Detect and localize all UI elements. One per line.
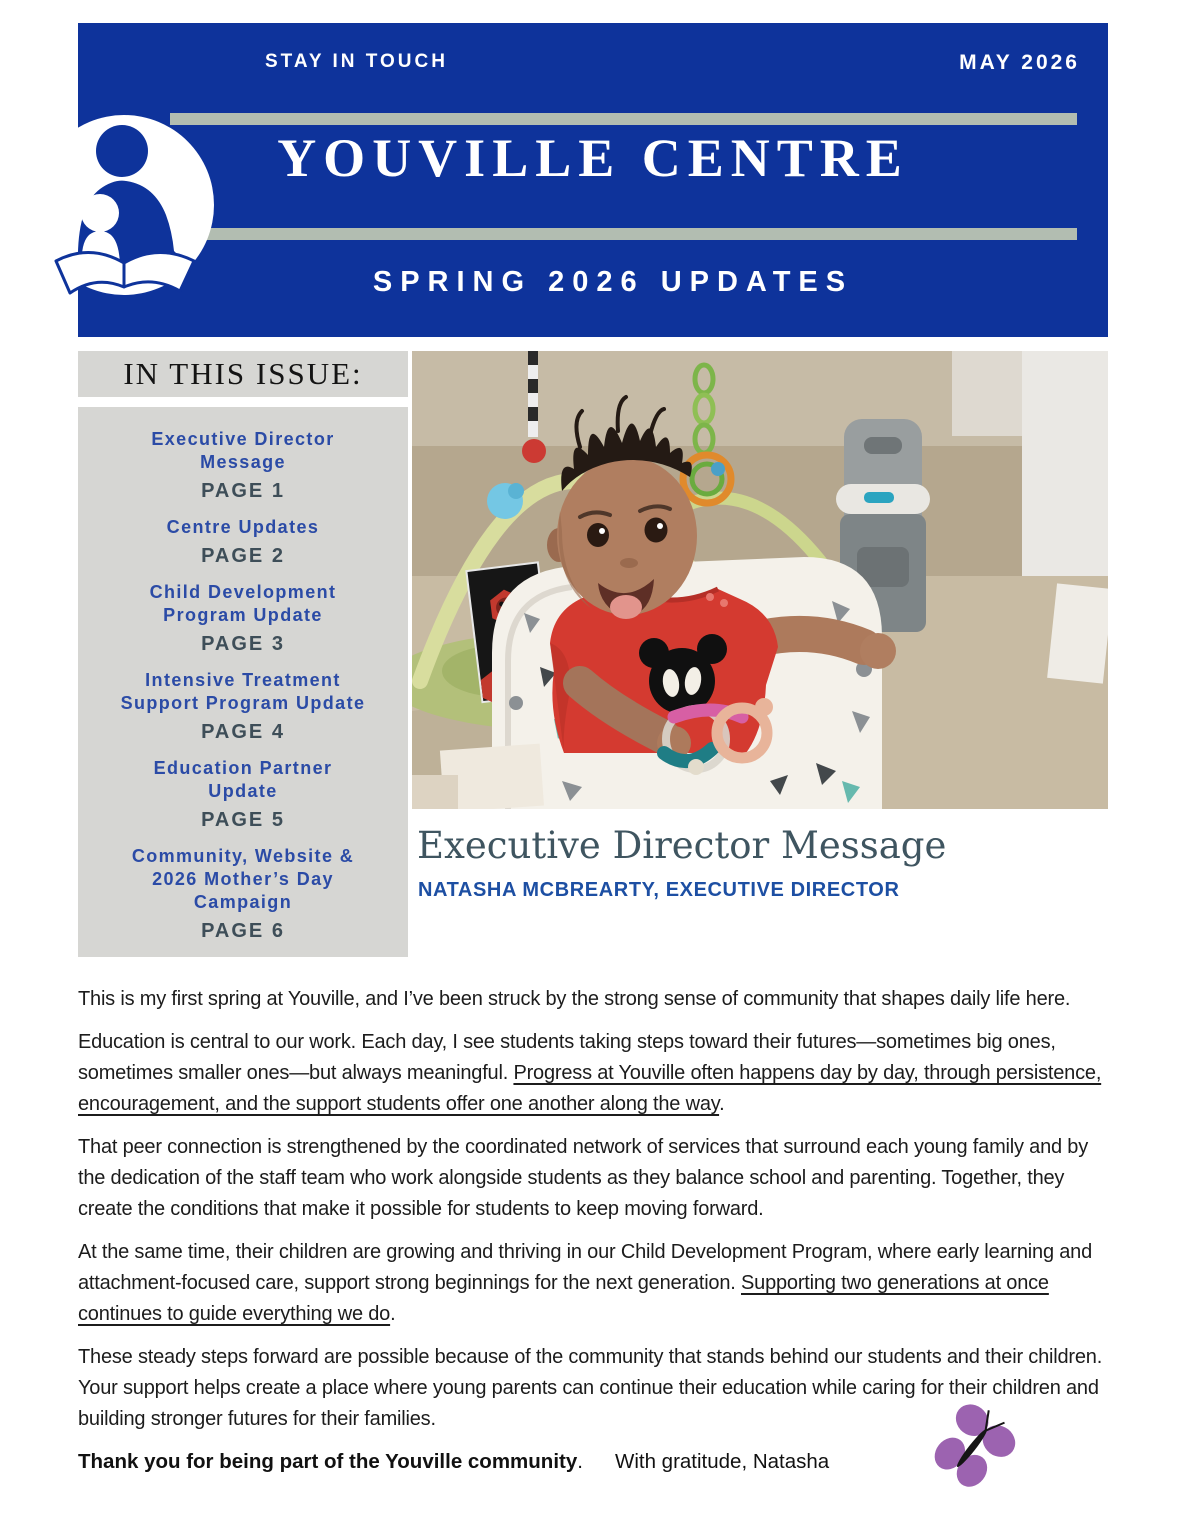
toc-item-label: Intensive Treatment Support Program Update [120, 670, 366, 713]
feature-heading: Executive Director Message [417, 824, 947, 867]
toc-heading: IN THIS ISSUE: [78, 351, 408, 397]
newsletter-title: YOUVILLE CENTRE [277, 128, 909, 188]
closing-line: Thank you for being part of the Youville community. With gratitude, Natasha [78, 1450, 830, 1473]
feature-byline: NATASHA MCBREARTY, EXECUTIVE DIRECTOR [418, 879, 900, 901]
paragraph: Education is central to our work. Each day, I see students taking steps toward their futures—sometimes big ones, sometimes smaller ones—but always meaningful. Progress at Youville often happens day by day, through persistence, encouragement, and the support students offer one another along the way. [78, 1031, 1102, 1115]
paragraph: This is my first spring at Youville, and I’ve been struck by the strong sense of community that shapes daily life here. [78, 988, 1071, 1010]
paragraph: At the same time, their children are growing and thriving in our Child Development Program, where early learning and attachment-focused care, support strong beginnings for the next generation. Supporting two generations at once continues to guide everything we do. [78, 1241, 1092, 1325]
toc-item-page: PAGE 2 [201, 545, 285, 567]
divider-bar-bottom [170, 228, 1077, 240]
toc-item-page: PAGE 1 [201, 480, 285, 502]
toc-item-page: PAGE 5 [201, 809, 285, 831]
newsletter-subtitle: SPRING 2026 UPDATES [372, 266, 854, 298]
toc-item-page: PAGE 3 [201, 633, 285, 655]
paragraph: That peer connection is strengthened by the coordinated network of services that surround each young family and by the dedication of the staff team who work alongside students as they balance school and parenting. Together, they create the conditions that make it possible for students to keep moving forward. [78, 1136, 1089, 1220]
kicker-text: STAY IN TOUCH [265, 51, 448, 72]
content-row [78, 351, 1108, 957]
paragraph: These steady steps forward are possible because of the community that stands behind our students and their children. Your support helps create a place where young parents can continue their education while caring for their children and building stronger futures for their families. [78, 1346, 1103, 1430]
issue-date: MAY 2026 [959, 51, 1080, 74]
toc-item-label: Education Partner Update [153, 758, 333, 801]
toc-item-label: Community, Website & 2026 Mother’s Day Campaign [131, 846, 355, 912]
toc-list [78, 407, 408, 957]
table-of-contents [78, 351, 408, 957]
divider-bar-top [170, 113, 1077, 125]
toc-item-label: Executive Director Message [151, 429, 335, 472]
toc-item-page: PAGE 6 [201, 920, 285, 942]
feature-column [412, 351, 1108, 902]
smiling-baby-in-bouncer-photo [412, 351, 1108, 809]
article-paragraphs [78, 984, 1118, 1435]
butterfly-icon [922, 1396, 1022, 1500]
parent-child-reading-logo-icon [38, 111, 214, 303]
toc-item-page: PAGE 4 [201, 721, 285, 743]
toc-item-label: Child Development Program Update [149, 582, 337, 625]
masthead [78, 23, 1108, 337]
toc-item-label: Centre Updates [166, 517, 320, 537]
